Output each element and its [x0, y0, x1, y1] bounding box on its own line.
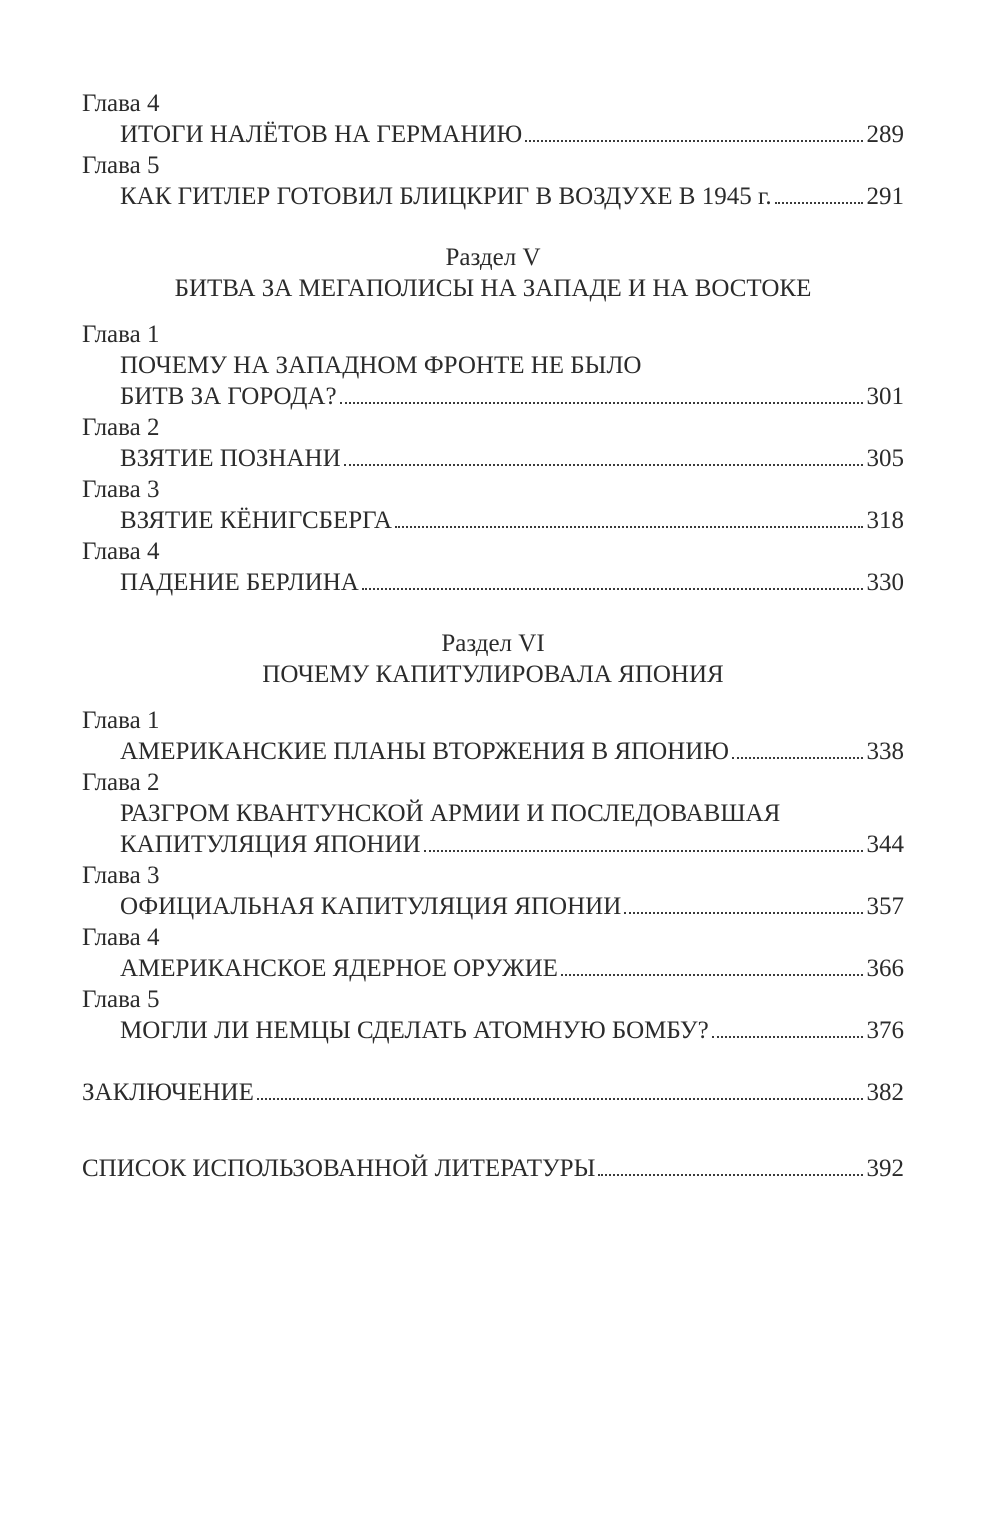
chapter-label: Глава 2: [82, 414, 160, 441]
entry-title: ВЗЯТИЕ ПОЗНАНИ: [120, 445, 341, 472]
page-number: 357: [866, 893, 904, 920]
section-title: ПОЧЕМУ КАПИТУЛИРОВАЛА ЯПОНИЯ: [262, 661, 724, 688]
entry-title: АМЕРИКАНСКОЕ ЯДЕРНОЕ ОРУЖИЕ: [120, 955, 558, 982]
page-number: 330: [866, 569, 904, 596]
entry-title: ИТОГИ НАЛЁТОВ НА ГЕРМАНИЮ: [120, 121, 523, 148]
toc-entry[interactable]: [120, 1014, 904, 1048]
dot-leader: [525, 139, 862, 142]
dot-leader: [712, 1035, 863, 1038]
page-number: 305: [866, 445, 904, 472]
entry-title: ВЗЯТИЕ КЁНИГСБЕРГА: [120, 507, 392, 534]
page-number: 382: [866, 1079, 904, 1106]
dot-leader: [732, 756, 863, 759]
toc-entry[interactable]: [120, 952, 904, 986]
page-number: 376: [866, 1017, 904, 1044]
dot-leader: [598, 1173, 862, 1176]
page-number: 338: [866, 738, 904, 765]
page-number: 289: [866, 121, 904, 148]
page-number: 344: [866, 831, 904, 858]
page-number: 318: [866, 507, 904, 534]
chapter-label: Глава 1: [82, 321, 160, 348]
page-number: 301: [866, 383, 904, 410]
entry-title-line[interactable]: ПОЧЕМУ НА ЗАПАДНОМ ФРОНТЕ НЕ БЫЛО: [120, 352, 642, 379]
toc-entry[interactable]: [120, 828, 904, 862]
chapter-label: Глава 5: [82, 986, 160, 1013]
section-label: Раздел V: [445, 244, 541, 271]
toc-entry[interactable]: [120, 504, 904, 538]
toc-entry[interactable]: [120, 890, 904, 924]
dot-leader: [257, 1097, 863, 1100]
page-number: 366: [866, 955, 904, 982]
dot-leader: [424, 849, 863, 852]
entry-title-line[interactable]: РАЗГРОМ КВАНТУНСКОЙ АРМИИ И ПОСЛЕДОВАВШАЯ: [120, 800, 781, 827]
chapter-label: Глава 4: [82, 90, 160, 117]
dot-leader: [775, 201, 863, 204]
entry-title: ЗАКЛЮЧЕНИЕ: [82, 1079, 254, 1106]
section-title: БИТВА ЗА МЕГАПОЛИСЫ НА ЗАПАДЕ И НА ВОСТОКЕ: [174, 275, 812, 302]
chapter-label: Глава 4: [82, 924, 160, 951]
dot-leader: [362, 587, 863, 590]
toc-entry-conclusion[interactable]: [82, 1076, 904, 1110]
dot-leader: [561, 973, 863, 976]
entry-title: АМЕРИКАНСКИЕ ПЛАНЫ ВТОРЖЕНИЯ В ЯПОНИЮ: [120, 738, 729, 765]
dot-leader: [344, 463, 863, 466]
entry-title: СПИСОК ИСПОЛЬЗОВАННОЙ ЛИТЕРАТУРЫ: [82, 1155, 596, 1182]
entry-title: КАК ГИТЛЕР ГОТОВИЛ БЛИЦКРИГ В ВОЗДУХЕ В 1945 г.: [120, 183, 772, 210]
dot-leader: [395, 525, 863, 528]
entry-title: БИТВ ЗА ГОРОДА?: [120, 383, 337, 410]
chapter-label: Глава 2: [82, 769, 160, 796]
toc-entry[interactable]: [120, 180, 904, 214]
entry-title: МОГЛИ ЛИ НЕМЦЫ СДЕЛАТЬ АТОМНУЮ БОМБУ?: [120, 1017, 709, 1044]
dot-leader: [624, 911, 862, 914]
toc-entry-bibliography[interactable]: [82, 1152, 904, 1186]
page-number: 291: [866, 183, 904, 210]
chapter-label: Глава 3: [82, 862, 160, 889]
toc-entry[interactable]: [120, 442, 904, 476]
toc-entry[interactable]: [120, 380, 904, 414]
chapter-label: Глава 1: [82, 707, 160, 734]
toc-entry[interactable]: [120, 735, 904, 769]
dot-leader: [340, 401, 863, 404]
chapter-label: Глава 3: [82, 476, 160, 503]
toc-entry[interactable]: [120, 566, 904, 600]
chapter-label: Глава 4: [82, 538, 160, 565]
page-number: 392: [866, 1155, 904, 1182]
toc-entry[interactable]: [120, 118, 904, 152]
entry-title: ОФИЦИАЛЬНАЯ КАПИТУЛЯЦИЯ ЯПОНИИ: [120, 893, 622, 920]
entry-title: ПАДЕНИЕ БЕРЛИНА: [120, 569, 359, 596]
section-label: Раздел VI: [441, 630, 545, 657]
entry-title: КАПИТУЛЯЦИЯ ЯПОНИИ: [120, 831, 421, 858]
chapter-label: Глава 5: [82, 152, 160, 179]
